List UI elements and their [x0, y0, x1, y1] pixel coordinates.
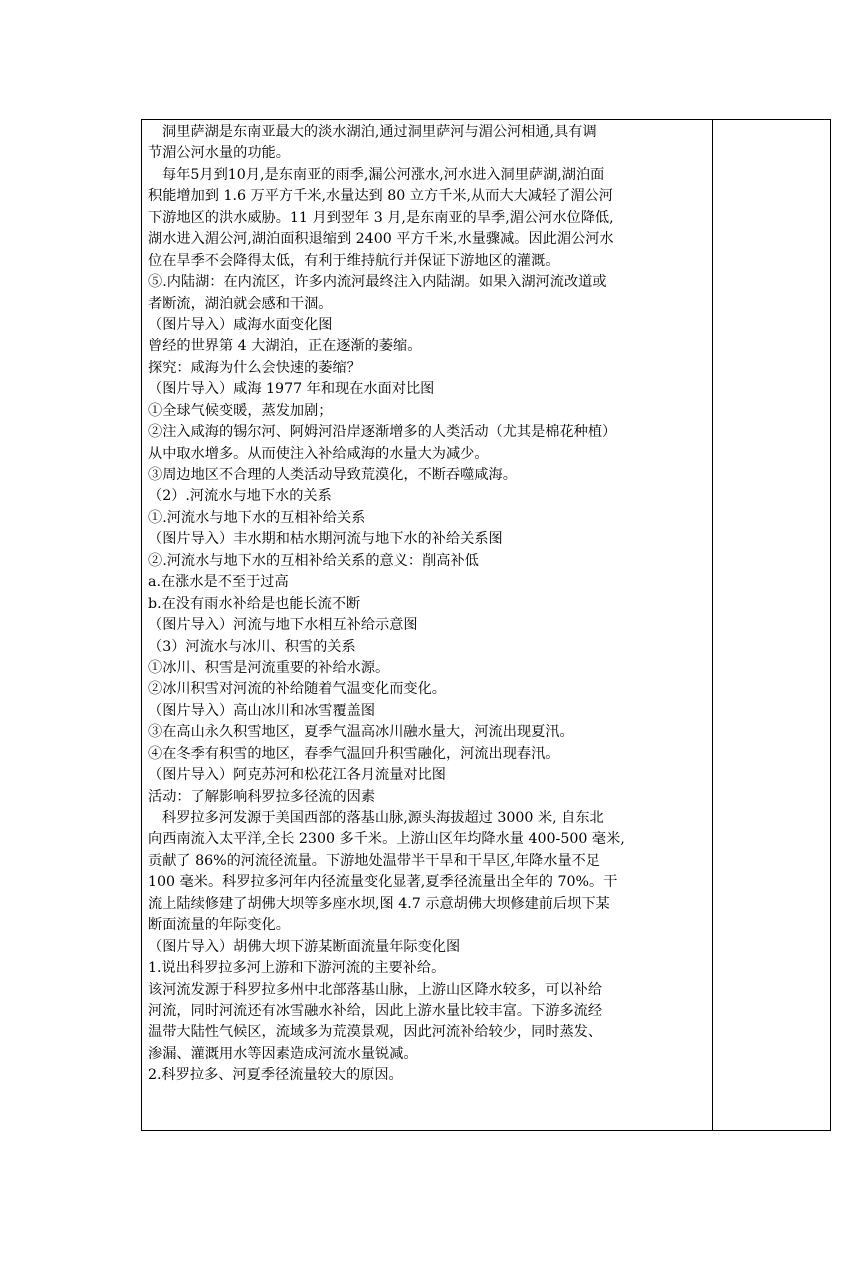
- text-line: （3）河流水与冰川、积雪的关系: [148, 638, 356, 655]
- text-line: 位在旱季不会降得太低，有利于维持航行并保证下游地区的灌溉。: [148, 252, 560, 269]
- text-line: 每年5月到10月,是东南亚的雨季,漏公河涨水,河水进入洞里萨湖,湖泊面: [162, 166, 605, 183]
- text-line: 温带大陆性气候区，流域多为荒漠景观，因此河流补给较少，同时蒸发、: [148, 1024, 603, 1041]
- text-line: 该河流发源于科罗拉多州中北部落基山脉，上游山区降水较多，可以补给: [148, 981, 603, 998]
- text-line: 100 毫米。科罗拉多河年内径流量变化显著,夏季径流量出全年的 70%。干: [148, 874, 618, 891]
- text-line: （图片导入）河流与地下水相互补给示意图: [148, 617, 418, 634]
- text-line: （图片导入）高山冰川和冰雪覆盖图: [148, 702, 376, 719]
- text-line: （2）.河流水与地下水的关系: [148, 488, 332, 505]
- text-line: ①.河流水与地下水的互相补给关系: [148, 509, 366, 526]
- text-line: 者断流，湖泊就会感和干涸。: [148, 295, 333, 312]
- text-line: 向西南流入太平洋,全长 2300 多千米。上游山区年均降水量 400-500 毫米,: [148, 831, 625, 848]
- text-line: 积能增加到 1.6 万平方千米,水量达到 80 立方千米,从而大大减轻了湄公河: [148, 188, 613, 205]
- text-line: ②冰川积雪对河流的补给随着气温变化而变化。: [148, 681, 446, 698]
- text-line: （图片导入）咸海 1977 年和现在水面对比图: [148, 381, 435, 398]
- text-line: 从中取水增多。从而使注入补给咸海的水量大为减少。: [148, 445, 489, 462]
- text-line: 曾经的世界第 4 大湖泊，正在逐渐的萎缩。: [148, 338, 422, 355]
- text-line: ③周边地区不合理的人类活动导致荒漠化，不断吞噬咸海。: [148, 467, 517, 483]
- text-line: 活动：了解影响科罗拉多径流的因素: [148, 788, 376, 805]
- text-line: 河流，同时河流还有冰雪融水补给，因此上游水量比较丰富。下游多流经: [148, 1002, 603, 1019]
- text-line: 流上陆续修建了胡佛大坝等多座水坝,图 4.7 示意胡佛大坝修建前后坝下某: [148, 895, 610, 912]
- text-line: 洞里萨湖是东南亚最大的淡水湖泊,通过洞里萨河与湄公河相通,具有调: [162, 124, 597, 140]
- text-line: ⑤.内陆湖：在内流区，许多内流河最终注入内陆湖。如果入湖河流改道或: [148, 274, 607, 291]
- text-line: ②注入咸海的锡尔河、阿姆河沿岸逐渐增多的人类活动（尤其是棉花种植）: [148, 424, 617, 441]
- text-line: 断面流量的年际变化。: [148, 917, 290, 934]
- lesson-table: [141, 119, 831, 1131]
- text-line: ③在高山永久积雪地区，夏季气温高冰川融水量大，河流出现夏汛。: [148, 724, 574, 741]
- text-line: 湖水进入湄公河,湖泊面积退缩到 2400 平方千米,水量骤减。因此湄公河水: [148, 231, 614, 248]
- text-line: 1.说出科罗拉多河上游和下游河流的主要补给。: [148, 960, 446, 977]
- text-line: b.在没有雨水补给是也能长流不断: [148, 595, 361, 612]
- text-line: 节湄公河水量的功能。: [148, 145, 290, 162]
- text-line: 下游地区的洪水威胁。11 月到翌年 3 月,是东南亚的旱季,湄公河水位降低,: [148, 209, 614, 226]
- text-line: 探究：咸海为什么会快速的萎缩？: [148, 359, 361, 376]
- text-line: 渗漏、灌溉用水等因素造成河流水量锐减。: [148, 1045, 418, 1062]
- text-line: （图片导入）丰水期和枯水期河流与地下水的补给关系图: [148, 531, 503, 548]
- text-line: a.在涨水是不至于过高: [148, 574, 289, 591]
- text-block: [148, 122, 708, 1087]
- text-line: （图片导入）阿克苏河和松花江各月流量对比图: [148, 767, 446, 784]
- text-line: （图片导入）胡佛大坝下游某断面流量年际变化图: [148, 938, 461, 955]
- text-line: 贡献了 86%的河流径流量。下游地处温带半干旱和干旱区,年降水量不足: [148, 852, 600, 869]
- text-line: 2.科罗拉多、河夏季径流量较大的原因。: [148, 1067, 403, 1084]
- text-line: （图片导入）咸海水面变化图: [148, 316, 333, 333]
- text-line: ④在冬季有积雪的地区，春季气温回升积雪融化，河流出现春汛。: [148, 745, 560, 762]
- notes-cell: [713, 120, 830, 1130]
- text-line: ②.河流水与地下水的互相补给关系的意义：削高补低: [148, 552, 479, 569]
- text-line: 科罗拉多河发源于美国西部的落基山脉,源头海拔超过 3000 米, 自东北: [162, 810, 604, 826]
- content-cell: [142, 120, 712, 1130]
- text-line: ①冰川、积雪是河流重要的补给水源。: [148, 659, 390, 676]
- text-line: ①全球气候变暖，蒸发加剧；: [148, 402, 333, 419]
